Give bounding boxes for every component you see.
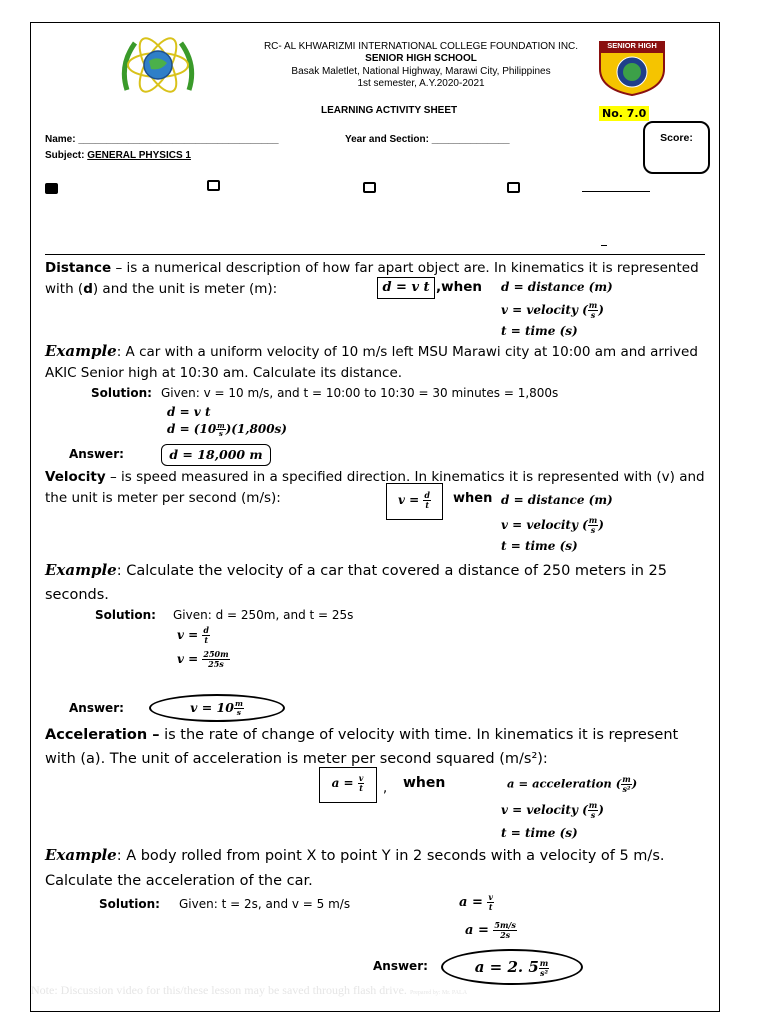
- activity-sheet-page: [30, 22, 720, 1012]
- school-address: Basak Maletlet, National Highway, Marawi City, Philippines: [291, 66, 551, 77]
- example1-label: Example: [45, 342, 117, 360]
- example1-answer: d = 18,000 m: [169, 447, 263, 462]
- acceleration-def-v: v = velocity ( $\frac{m}{s}$ ): [501, 800, 604, 820]
- example3-step2: a = $\frac{5m/s}{2s}$: [465, 920, 516, 940]
- velocity-when: when: [453, 491, 493, 506]
- distance-formula: d = v t: [382, 280, 430, 295]
- velocity-definition: Velocity – is speed measured in a specified direction. In kinematics it is represented with (v) and the unit is meter per second (m/s):: [45, 469, 705, 506]
- sheet-number-text: No. 7.0: [599, 106, 649, 121]
- example2-label: Example: [45, 561, 117, 579]
- distance-formula-box: [377, 277, 435, 299]
- acceleration-definition: Acceleration – is the rate of change of velocity with time. In kinematics it is represent with (a). The unit of acceleration is meter per second squared (m/s²):: [45, 727, 679, 767]
- distance-def-d: d = distance (m): [501, 280, 613, 294]
- subject-line: [45, 150, 191, 161]
- small-dash: [601, 245, 607, 246]
- example1-answer-box: [161, 444, 271, 466]
- distance-definition: Distance – is a numerical description of how far apart object are. In kinematics it is represented with (d) and the unit is meter (m):: [45, 260, 699, 297]
- example3-label: Example: [45, 846, 117, 864]
- example3-step1: a = $\frac{v}{t}$: [459, 892, 494, 912]
- example2-answer: v = 10: [190, 700, 234, 715]
- example1-solution-label: Solution:: [91, 386, 152, 400]
- school-name: SENIOR HIGH SCHOOL: [365, 53, 477, 64]
- distance-term: Distance: [45, 260, 112, 276]
- example2-step2: v = $\frac{250m}{25s}$: [177, 649, 229, 669]
- year-section-field[interactable]: Year and Section: ______________: [345, 134, 510, 145]
- score-box: [643, 121, 710, 174]
- checkbox-4[interactable]: [507, 182, 520, 193]
- velocity-term: Velocity: [45, 469, 106, 485]
- example2-step1: v = $\frac{d}{t}$: [177, 625, 209, 645]
- example3-given: Given: t = 2s, and v = 5 m/s: [179, 897, 351, 911]
- example1-answer-label: Answer:: [69, 447, 124, 461]
- institution-name: RC- AL KHWARIZMI INTERNATIONAL COLLEGE FOUNDATION INC.: [263, 41, 579, 52]
- semester: 1st semester, A.Y.2020-2021: [357, 78, 485, 89]
- velocity-def-t: t = time (s): [501, 539, 578, 553]
- distance-when: ,when: [436, 279, 482, 295]
- acceleration-comma: ,: [383, 781, 388, 796]
- acceleration-when: when: [403, 775, 446, 791]
- example1-statement: Example: A car with a uniform velocity of 10 m/s left MSU Marawi city at 10:00 am and arrived AKIC Senior high at 10:30 am. Calculate its distance.: [45, 342, 698, 381]
- acceleration-def-t: t = time (s): [501, 826, 578, 840]
- sheet-number: [599, 102, 649, 121]
- velocity-formula-box: v = $\frac{d}{t}$: [386, 483, 443, 520]
- badge-text: SENIOR HIGH: [607, 41, 657, 50]
- name-field[interactable]: Name: ____________________________________: [45, 134, 279, 145]
- velocity-def-v: v = velocity ( $\frac{m}{s}$ ): [501, 515, 604, 535]
- example3-answer-label: Answer:: [373, 959, 428, 973]
- footer-credit: Prepared by: Mr. PALA: [409, 990, 468, 996]
- acceleration-def-a: a = acceleration ( $\frac{m}{\text{s²}}$ ): [507, 774, 638, 794]
- example1-given: Given: v = 10 m/s, and t = 10:00 to 10:30 = 30 minutes = 1,800s: [161, 386, 559, 400]
- example3-statement: Example: A body rolled from point X to point Y in 2 seconds with a velocity of 5 m/s. Calculate the acceleration of the car.: [45, 846, 665, 889]
- example2-statement: Example: Calculate the velocity of a car that covered a distance of 250 meters in 25 seconds.: [45, 561, 667, 603]
- example3-answer: a = 2. 5: [474, 958, 539, 976]
- example1-step2: d = (10 $\frac{m}{s}$ )(1,800s): [167, 421, 287, 438]
- example2-solution-label: Solution:: [95, 608, 156, 622]
- example2-answer-ellipse: v = 10 $\frac{m}{s}$: [149, 694, 285, 722]
- blank-line: [582, 191, 650, 192]
- checkbox-3[interactable]: [363, 182, 376, 193]
- score-label: Score:: [660, 132, 693, 144]
- acceleration-term: Acceleration –: [45, 727, 160, 743]
- distance-def-t: t = time (s): [501, 324, 578, 338]
- subject-label: Subject:: [45, 150, 85, 161]
- sheet-title: LEARNING ACTIVITY SHEET: [321, 105, 458, 116]
- example3-solution-label: Solution:: [99, 897, 160, 911]
- example3-answer-ellipse: a = 2. 5 $\frac{m}{\text{s²}}$: [441, 949, 583, 985]
- example2-given: Given: d = 250m, and t = 25s: [173, 608, 354, 622]
- example1-step1: d = v t: [167, 405, 211, 419]
- velocity-def-d: d = distance (m): [501, 493, 613, 507]
- footer-note: Note: Discussion video for this/these lesson may be saved through flash drive. Prepared by: Mr. PALA: [31, 983, 468, 997]
- subject-value: GENERAL PHYSICS 1: [87, 150, 191, 161]
- checkbox-1[interactable]: [45, 183, 58, 194]
- college-logo: [117, 35, 199, 97]
- example2-answer-label: Answer:: [69, 701, 124, 715]
- acceleration-formula-box: a = $\frac{v}{t}$: [319, 767, 377, 803]
- distance-def-v: v = velocity ( $\frac{m}{s}$ ): [501, 300, 604, 320]
- section-divider: [45, 254, 705, 255]
- checkbox-2[interactable]: [207, 180, 220, 191]
